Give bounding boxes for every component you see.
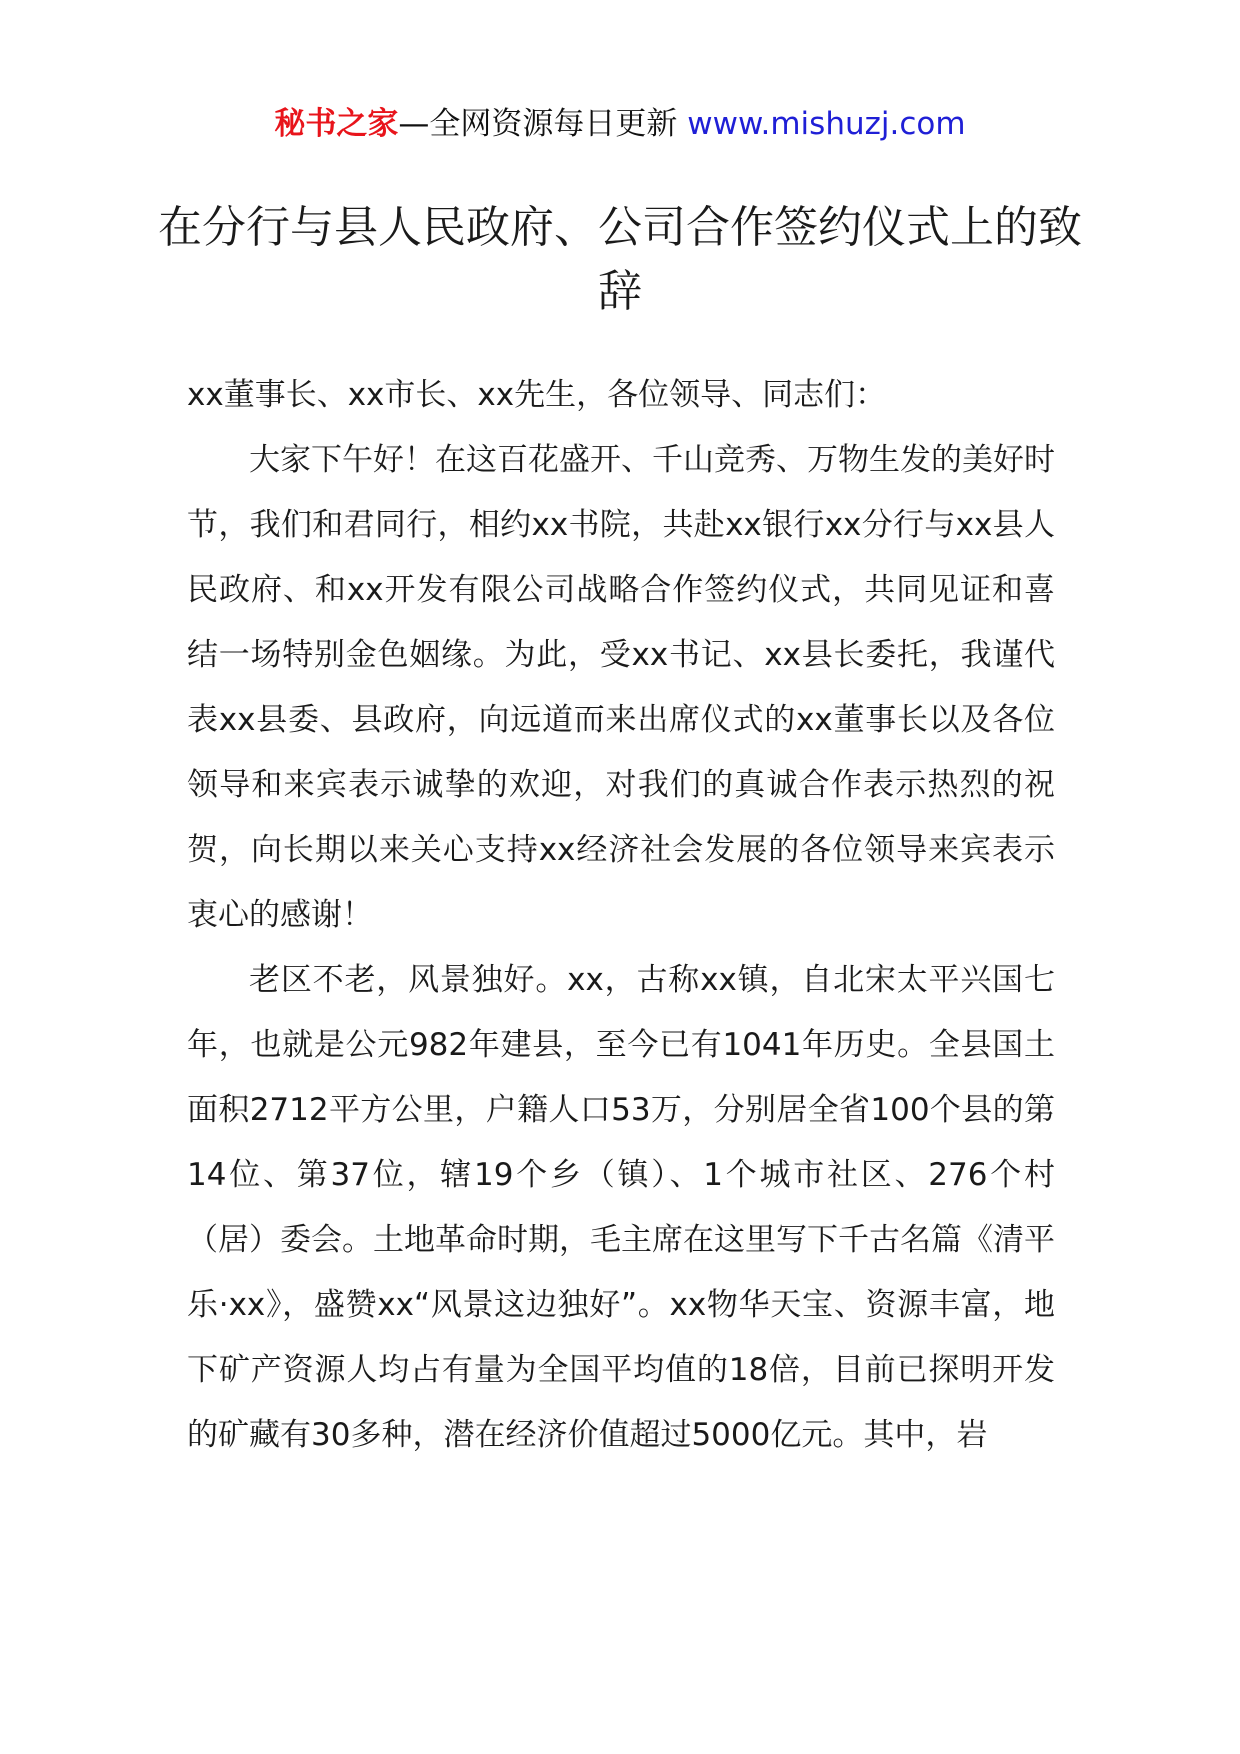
site-url-link[interactable]: www.mishuzj.com xyxy=(687,106,966,142)
salutation: xx董事长、xx市长、xx先生，各位领导、同志们： xyxy=(187,377,887,413)
paragraph: 大家下午好！在这百花盛开、千山竞秀、万物生发的美好时节，我们和君同行，相约xx书院，共赴xx银行xx分行与xx县人民政府、和xx开发有限公司战略合作签约仪式，共同见证和喜结一场特别金色姻缘。为此，受xx书记、xx县长委托，我谨代表xx县委、县政府，向远道而来出席仪式的xx董事长以及各位领导和来宾表示诚挚的欢迎，对我们的真诚合作表示热烈的祝贺，向长期以来关心支持xx经济社会发展的各位领导来宾表示衷心的感谢！ xyxy=(187,442,1055,933)
brand-name: 秘书之家 xyxy=(274,106,399,142)
document-title: 在分行与县人民政府、公司合作签约仪式上的致辞 xyxy=(158,202,1082,317)
site-header xyxy=(0,100,1240,148)
paragraph: 老区不老，风景独好。xx，古称xx镇，自北宋太平兴国七年，也就是公元982年建县，至今已有1041年历史。全县国土面积2712平方公里，户籍人口53万，分别居全省100个县的第14位、第37位，辖19个乡（镇）、1个城市社区、276个村（居）委会。土地革命时期，毛主席在这里写下千古名篇《清平乐·xx》，盛赞xx“风景这边独好”。xx物华天宝、资源丰富，地下矿产资源人均占有量为全国平均值的18倍，目前已探明开发的矿藏有30多种，潜在经济价值超过5000亿元。其中，岩 xyxy=(187,962,1055,1453)
document-body xyxy=(187,363,1055,1468)
header-tagline: —全网资源每日更新 xyxy=(398,106,678,142)
